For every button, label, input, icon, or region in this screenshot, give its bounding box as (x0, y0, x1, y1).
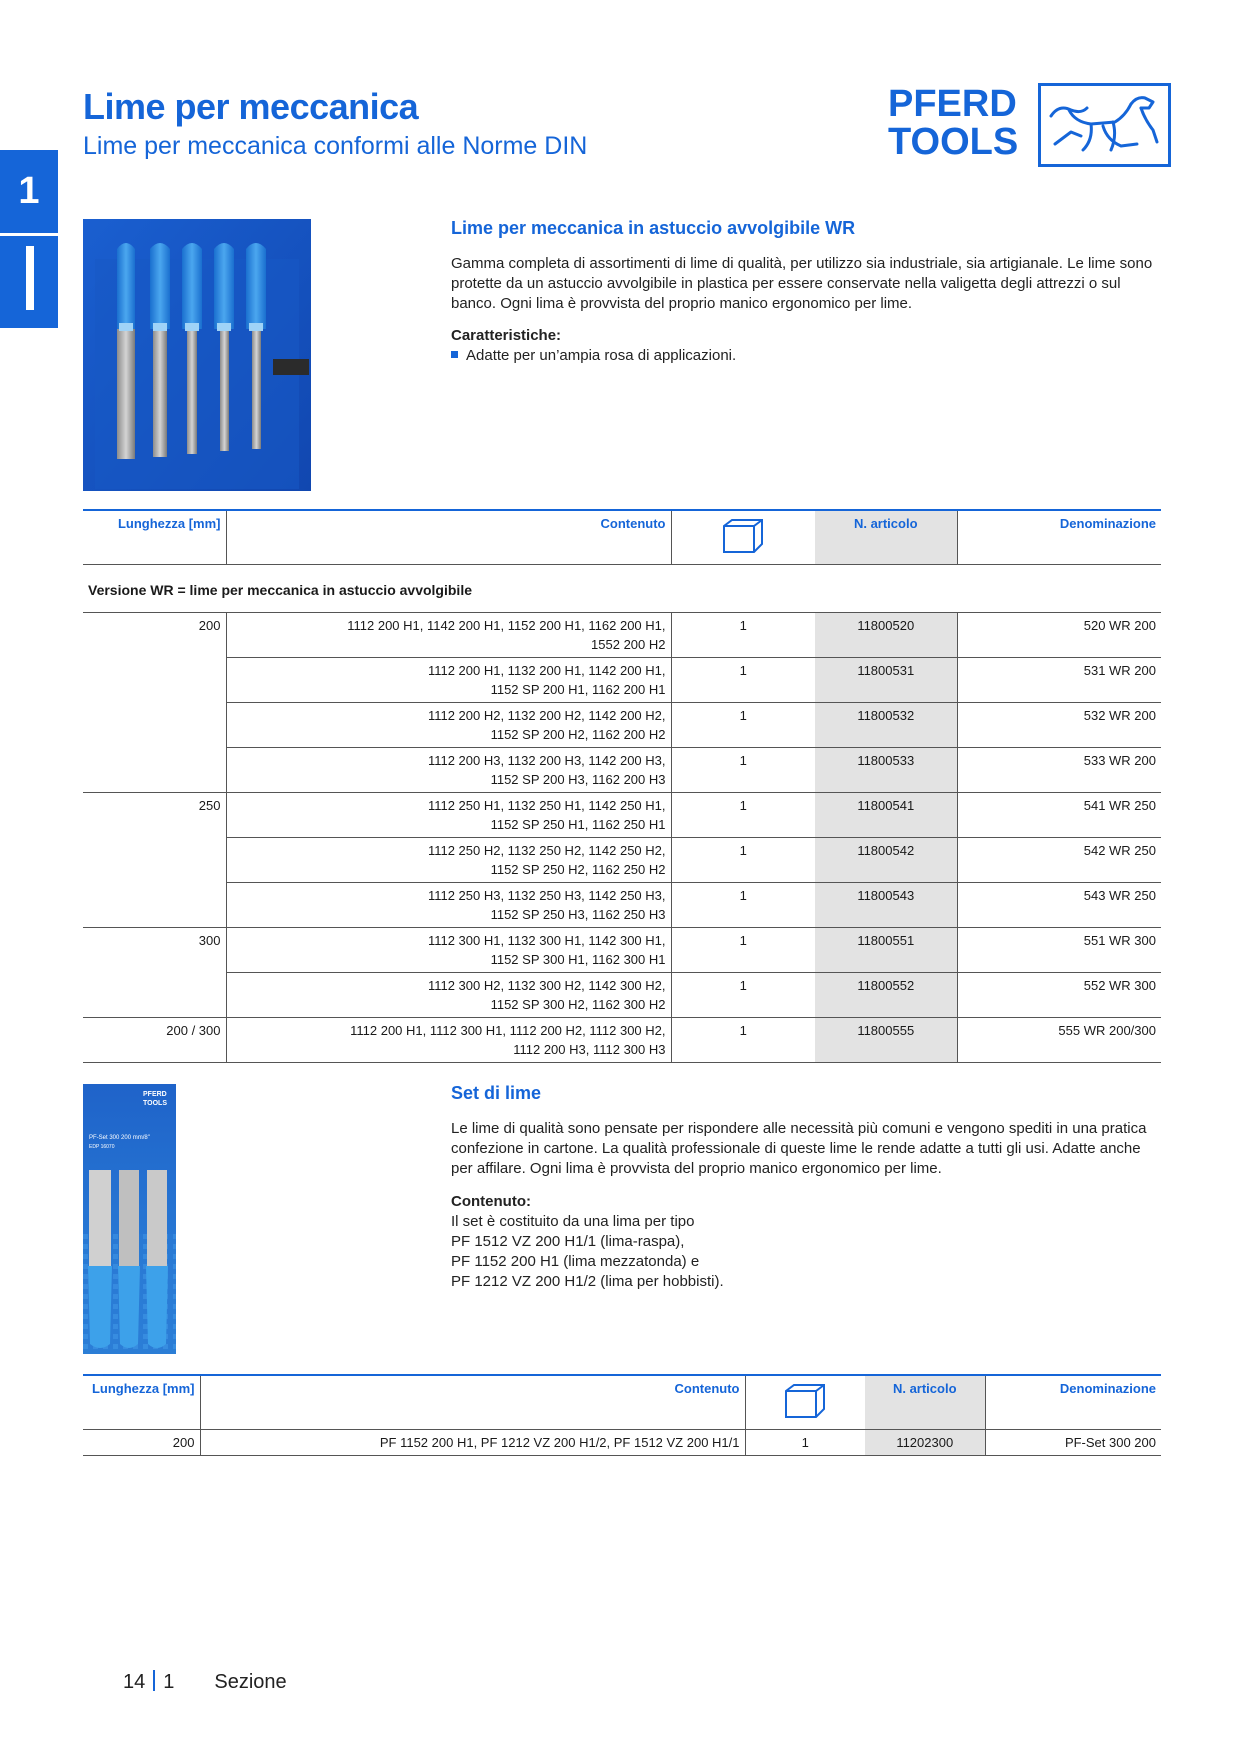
cell-qty: 1 (671, 883, 815, 928)
cell-article: 11800533 (815, 748, 957, 793)
file-set-pack-image (83, 1084, 176, 1354)
contents-line: PF 1512 VZ 200 H1/1 (lima-raspa), (451, 1233, 685, 1250)
cell-content-line: 1152 SP 200 H3, 1162 200 H3 (490, 772, 666, 787)
cell-article: 11800552 (815, 973, 957, 1018)
table-row (83, 703, 1161, 748)
cell-length (83, 748, 226, 793)
page-subtitle: Lime per meccanica conformi alle Norme DIN (83, 132, 588, 160)
cell-article: 11800532 (815, 703, 957, 748)
cell-content-line: 1112 200 H3, 1132 200 H3, 1142 200 H3, (427, 753, 666, 768)
cell-qty: 1 (671, 1018, 815, 1063)
section1-heading: Lime per meccanica in astuccio avvolgibile WR (451, 218, 856, 238)
table-row (83, 613, 1161, 658)
cell-length (83, 883, 226, 928)
cell-article: 11800542 (815, 838, 957, 883)
cell-content (226, 748, 671, 793)
cell-content-line: 1112 250 H3, 1132 250 H3, 1142 250 H3, (427, 888, 666, 903)
table-row (83, 838, 1161, 883)
cell-qty: 1 (671, 838, 815, 883)
cell-article: 11800531 (815, 658, 957, 703)
pack-brand2: TOOLS (143, 1100, 167, 1107)
cell-qty: 1 (671, 793, 815, 838)
feature-item: Adatte per un’ampia rosa di applicazioni. (451, 346, 1161, 366)
cell-content (226, 658, 671, 703)
cell-name: 552 WR 300 (957, 973, 1161, 1018)
wr-product-table (83, 509, 1161, 1063)
cell-article: 11800551 (815, 928, 957, 973)
table-section-label: Versione WR = lime per meccanica in astuccio avvolgibile (83, 565, 1161, 613)
box-icon (671, 510, 815, 565)
section-tab[interactable] (0, 150, 58, 328)
col-header-article: N. articolo (865, 1375, 985, 1430)
cell-length: 200 / 300 (83, 1018, 226, 1063)
box-icon (745, 1375, 865, 1430)
cell-content (226, 973, 671, 1018)
features-label: Caratteristiche: (451, 327, 562, 344)
col-header-content: Contenuto (226, 510, 671, 565)
footer-section-label: Sezione (214, 1671, 287, 1693)
contents-label: Contenuto: (451, 1193, 531, 1210)
cell-article: 11800555 (815, 1018, 957, 1063)
col-header-length: Lunghezza [mm] (83, 510, 226, 565)
cell-content-line: 1152 SP 200 H2, 1162 200 H2 (490, 727, 666, 742)
cell-content-line: 1112 200 H1, 1132 200 H1, 1142 200 H1, (427, 663, 666, 678)
footer-separator (153, 1670, 155, 1691)
section-tab-number: 1 (18, 170, 40, 212)
cell-content-line: 1112 200 H1, 1112 300 H1, 1112 200 H2, 1112 300 H2, (350, 1023, 666, 1038)
cell-content-line: 1152 SP 250 H1, 1162 250 H1 (490, 817, 666, 832)
cell-content-line: 1152 SP 300 H2, 1162 300 H2 (490, 997, 666, 1012)
contents-line: Il set è costituito da una lima per tipo (451, 1213, 695, 1230)
cell-qty: 1 (671, 613, 815, 658)
pack-brand1: PFERD (143, 1091, 167, 1098)
tab-divider (0, 233, 58, 236)
section2-description: Le lime di qualità sono pensate per rispondere alle necessità più comuni e vengono spediti in una pratica confezione in cartone. La qualità professionale di queste lime le rende adatte a tutti gli usi. Adatte anche per affilare. Ogni lima è provvista del proprio manico ergonomico per lime. (451, 1120, 1147, 1177)
section2-heading: Set di lime (451, 1083, 542, 1103)
table-row (83, 1018, 1161, 1063)
contents-line: PF 1152 200 H1 (lima mezzatonda) e (451, 1253, 700, 1270)
pack-code: EDP 16070 (89, 1144, 115, 1150)
footer-section-number: 1 (163, 1671, 175, 1693)
cell-content-line: 1112 250 H2, 1132 250 H2, 1142 250 H2, (427, 843, 666, 858)
cell-name: 543 WR 250 (957, 883, 1161, 928)
cell-length (83, 703, 226, 748)
cell-article: 11800520 (815, 613, 957, 658)
cell-name: 551 WR 300 (957, 928, 1161, 973)
cell-length (83, 838, 226, 883)
col-header-article: N. articolo (815, 510, 957, 565)
page-footer (123, 1670, 287, 1694)
cell-name: 532 WR 200 (957, 703, 1161, 748)
cell-length (83, 973, 226, 1018)
cell-name: 542 WR 250 (957, 838, 1161, 883)
cell-length: 300 (83, 928, 226, 973)
cell-article: 11800543 (815, 883, 957, 928)
set-product-table (83, 1374, 1161, 1456)
table-row (83, 658, 1161, 703)
col-header-name: Denominazione (985, 1375, 1161, 1430)
bullet-square-icon (451, 351, 458, 358)
col-header-name: Denominazione (957, 510, 1161, 565)
col-header-content: Contenuto (200, 1375, 745, 1430)
logo-text: PFERD TOOLS (888, 83, 1019, 163)
cell-qty: 1 (671, 748, 815, 793)
table-row: 200 PF 1152 200 H1, PF 1212 VZ 200 H1/2, PF 1512 VZ 200 H1/1 1 11202300 PF-Set 300 200 (83, 1430, 1161, 1456)
cell-content-line: 1152 SP 250 H2, 1162 250 H2 (490, 862, 666, 877)
cell-length: 250 (83, 793, 226, 838)
cell-content-line: 1112 300 H2, 1132 300 H2, 1142 300 H2, (427, 978, 666, 993)
col-header-length: Lunghezza [mm] (83, 1375, 200, 1430)
contents-line: PF 1212 VZ 200 H1/2 (lima per hobbisti). (451, 1273, 724, 1290)
table-row (83, 928, 1161, 973)
cell-content (226, 928, 671, 973)
cell-content-line: 1112 300 H1, 1132 300 H1, 1142 300 H1, (427, 933, 666, 948)
cell-content-line: 1112 200 H3, 1112 300 H3 (513, 1042, 666, 1057)
table-row (83, 793, 1161, 838)
cell-content (226, 838, 671, 883)
horse-logo-icon (1038, 83, 1171, 167)
cell-content-line: 1112 200 H1, 1142 200 H1, 1152 200 H1, 1162 200 H1, (347, 618, 666, 633)
cell-qty: 1 (671, 928, 815, 973)
cell-content (226, 613, 671, 658)
cell-name: 541 WR 250 (957, 793, 1161, 838)
cell-name: 520 WR 200 (957, 613, 1161, 658)
cell-length (83, 658, 226, 703)
cell-content-line: 1152 SP 300 H1, 1162 300 H1 (490, 952, 666, 967)
cell-content-line: 1552 200 H2 (591, 637, 666, 652)
section1-description: Gamma completa di assortimenti di lime di qualità, per utilizzo sia industriale, sia artigianale. Le lime sono protette da un astuccio avvolgibile in plastica per essere conservate nella valigetta degli attrezzi o sul banco. Ogni lima è provvista del proprio manico ergonomico per lime. (451, 255, 1153, 312)
cell-article: 11800541 (815, 793, 957, 838)
file-icon (26, 246, 34, 310)
cell-length: 200 (83, 613, 226, 658)
contents-list (451, 1212, 1161, 1292)
cell-qty: 1 (671, 658, 815, 703)
page-number: 14 (123, 1671, 146, 1693)
cell-qty: 1 (671, 703, 815, 748)
cell-content (226, 883, 671, 928)
page-title: Lime per meccanica (83, 86, 419, 127)
table-row (83, 973, 1161, 1018)
cell-name: 555 WR 200/300 (957, 1018, 1161, 1063)
wr-roll-case-image (83, 219, 311, 491)
cell-name: 533 WR 200 (957, 748, 1161, 793)
table-row (83, 748, 1161, 793)
cell-content (226, 703, 671, 748)
cell-content-line: 1152 SP 200 H1, 1162 200 H1 (490, 682, 666, 697)
cell-content-line: 1112 200 H2, 1132 200 H2, 1142 200 H2, (427, 708, 666, 723)
cell-name: 531 WR 200 (957, 658, 1161, 703)
pack-label: PF-Set 300 200 mm/8" (89, 1135, 150, 1141)
cell-content-line: 1152 SP 250 H3, 1162 250 H3 (490, 907, 666, 922)
cell-content (226, 793, 671, 838)
cell-qty: 1 (671, 973, 815, 1018)
cell-content-line: 1112 250 H1, 1132 250 H1, 1142 250 H1, (427, 798, 666, 813)
table-row (83, 883, 1161, 928)
cell-content (226, 1018, 671, 1063)
pferd-logo (888, 83, 1171, 167)
